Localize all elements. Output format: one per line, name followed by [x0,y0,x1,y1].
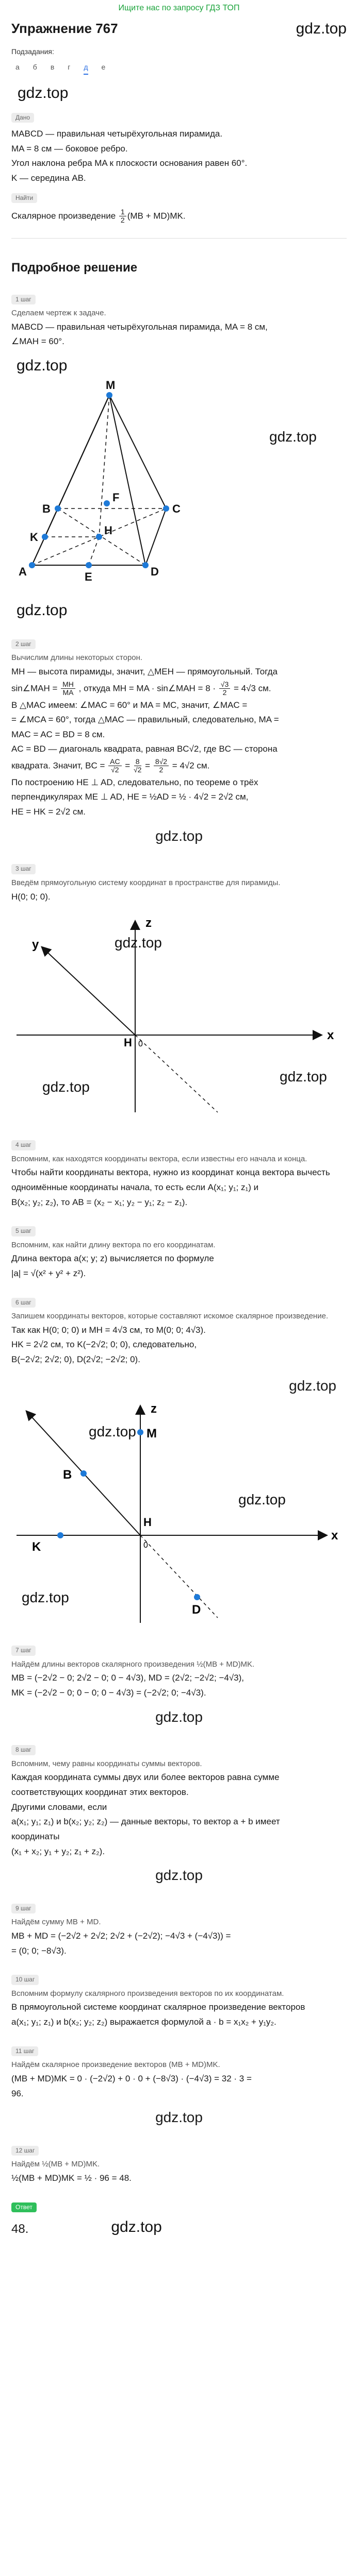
watermark: gdz.top [111,2218,162,2235]
fraction: $\frac{8√2}{2}$ [154,758,169,774]
given-tag: Дано [11,113,34,123]
step-line: координаты [11,1832,60,1841]
answer-value: 48. [11,2222,29,2236]
step-line: ∠MAH = 60°. [11,336,64,347]
step-text: = 4√2 см. [170,760,210,771]
step-line: a(x₁; y₁; z₁) и b(x₂; y₂; z₂) выражается формулой a · b = x₁x₂ + y₁y₂. [11,2017,276,2027]
step-line: HE = HK = 2√2 см. [11,807,86,817]
coordinates-figure [11,1401,347,1628]
step-line: MB = (−2√2 − 0; 2√2 − 0; 0 − 4√3), MD = (2√2; −2√2; −4√3), [11,1673,244,1683]
step-intro: Вычислим длины некоторых сторон. [11,653,143,663]
find-expression: (MB + MD)MK. [127,211,186,221]
subtab-d[interactable]: д [84,62,88,75]
half-fraction: $\frac{1}{2}$ [119,208,126,225]
step-8 [11,1739,347,1858]
step-tag: 7 шаг [11,1646,36,1655]
watermark: gdz.top [238,1492,286,1508]
axis-label-h: H [124,1036,132,1049]
given-line: K — середина AB. [11,173,86,183]
subparagraphs-label: Подзадания: [11,47,54,56]
find-line [11,208,347,225]
step-6 [11,1292,347,1366]
step-line: Каждая координата суммы двух или более векторов равна сумме [11,1772,280,1783]
axis-label-y: y [32,938,39,952]
step-intro: Вспомним, как найти длину вектора по его координатам. [11,1240,216,1249]
coord-label-d: D [192,1603,201,1617]
step-tag: 12 шаг [11,2146,39,2156]
step-line: B(−2√2; 2√2; 0), D(2√2; −2√2; 0). [11,1354,140,1365]
pyramid-label-a: A [19,565,27,579]
subtab-b[interactable]: б [32,62,37,71]
step-line: = ∠MCA = 60°, тогда △MAC — правильный, следовательно, MA = [11,715,279,725]
step-line: По построению HE ⊥ AD, следовательно, по теореме о трёх [11,777,258,787]
find-text: Скалярное произведение [11,211,118,221]
subtab-e[interactable]: е [101,62,106,71]
step-tag: 9 шаг [11,1904,36,1913]
step-intro: Найдём сумму MB + MD. [11,1918,101,1927]
coordinates-drawing [11,1401,347,1628]
step-tag: 11 шаг [11,2046,38,2056]
step-line: Чтобы найти координаты вектора, нужно из координат конца вектора вычесть [11,1167,330,1178]
step-intro: Запишем координаты векторов, которые составляют искомое скалярное произведение. [11,1312,329,1321]
step-line: (MB + MD)MK = 0 · (−2√2) + 0 · 0 + (−8√3) · (−4√3) = 32 · 3 = [11,2073,252,2083]
step-intro: Найдём скалярное произведение векторов (MB + MD)MK. [11,2060,220,2070]
step-line: одноимённые координаты начала, то есть если A(x₁; y₁; z₁) и [11,1182,259,1192]
subtab-v[interactable]: в [50,62,55,71]
pyramid-label-k: K [30,531,38,544]
detailed-title: Подробное решение [11,260,138,275]
step-line [11,681,347,697]
find-tag: Найти [11,193,37,203]
step-tag: 4 шаг [11,1140,36,1150]
step-line: B(x₂; y₂; z₂), то AB = (x₂ − x₁; y₂ − y₁; z₂ − z₁). [11,1197,188,1207]
axis-label-x: x [327,1028,334,1043]
step-line: В прямоугольной системе координат скалярное произведение векторов [11,2002,305,2012]
watermark: gdz.top [115,935,162,951]
step-line: Так как H(0; 0; 0) и MH = 4√3 см, то M(0; 0; 4√3). [11,1325,206,1335]
coord-label-m: M [147,1427,157,1441]
answer-row [11,2215,347,2239]
pyramid-label-e: E [85,570,92,584]
step-line: AC = BD — диагональ квадрата, равная BC√2, где BC — сторона [11,744,278,754]
given-line: MA = 8 см — боковое ребро. [11,143,128,154]
step-5 [11,1220,347,1280]
coord-label-z: z [151,1402,157,1416]
step-line: ½(MB + MD)MK = ½ · 96 = 48. [11,2173,132,2183]
coord-label-k: K [32,1540,41,1554]
axis-label-z: z [145,916,152,930]
pyramid-label-m: M [106,380,116,392]
step-intro: Вспомним формулу скалярного произведения векторов по их координатам. [11,1989,284,1998]
watermark: gdz.top [42,1079,90,1095]
pyramid-label-h: H [104,524,112,537]
watermark: gdz.top [289,1377,336,1394]
exercise-title: Упражнение 767 [11,20,118,36]
coord-label-x: x [331,1529,338,1543]
pyramid-label-c: C [172,502,181,516]
step-2 [11,633,347,819]
axes-drawing [11,906,347,1123]
watermark: gdz.top [269,429,317,445]
top-banner[interactable]: Ищите нас по запросу ГДЗ ТОП [118,4,240,12]
answer-block [11,2196,347,2239]
pyramid-figure [11,380,347,596]
step-7 [11,1639,347,1699]
subtab-g[interactable]: г [68,62,71,71]
watermark: gdz.top [280,1069,327,1085]
fraction: $\frac{AC}{√2}$ [108,758,121,774]
step-text: = 4√3 см. [231,683,271,693]
step-1 [11,289,347,348]
step-line: MK = (−2√2 − 0; 0 − 0; 0 − 4√3) = (−2√2; 0; −4√3). [11,1688,206,1698]
fraction: $\frac{√3}{2}$ [219,681,230,697]
watermark: gdz.top [17,357,68,374]
step-text: sin∠MAH = [11,683,60,693]
step-line: квадрата. Значит, BC = $\frac{AC}{√2}$ = $\frac{8}{√2}$ = $\frac{8√2}{2}$ = 4√2 см. [11,757,210,774]
step-line: MAC = AC = BD = 8 см. [11,729,105,739]
step-line: MB + MD = (−2√2 + 2√2; 2√2 + (−2√2); −4√3 + (−4√3)) = [11,1931,231,1941]
step-tag: 8 шаг [11,1745,36,1755]
coord-label-b: B [63,1468,72,1482]
watermark: gdz.top [296,20,347,37]
fraction: $\frac{MH}{MA}$ [61,681,75,697]
given-line: MABCD — правильная четырёхугольная пирамида. [11,128,223,139]
step-tag: 10 шаг [11,1975,39,1985]
step-line: HK = 2√2 см, то K(−2√2; 0; 0), следовательно, [11,1340,197,1350]
pyramid-drawing [11,380,347,596]
axes-figure [11,906,347,1123]
answer-tag: Ответ [11,2202,37,2212]
watermark: gdz.top [155,2109,203,2126]
step-12 [11,2140,347,2185]
watermark: gdz.top [18,84,69,102]
step-line: (x₁ + x₂; y₁ + y₂; z₁ + z₂). [11,1846,105,1856]
step-tag: 3 шаг [11,864,36,874]
watermark: gdz.top [155,1867,203,1884]
pyramid-label-d: D [151,565,159,579]
step-line: В △MAC имеем: ∠MAC = 60° и MA = MC, значит, ∠MAC = [11,700,248,710]
step-tag: 1 шаг [11,295,36,304]
pyramid-label-b: B [42,502,51,516]
watermark: gdz.top [22,1589,69,1606]
divider [11,238,347,239]
step-line: |a| = √(x² + y² + z²). [11,1268,86,1278]
step-10 [11,1969,347,2028]
step-tag: 5 шаг [11,1226,36,1236]
step-intro: Найдём ½(MB + MD)MK. [11,2160,100,2169]
step-line: a(x₁; y₁; z₁) и b(x₂; y₂; z₂) — данные векторы, то вектор a + b имеет [11,1817,280,1827]
step-intro: Введём прямоугольную систему координат в пространстве для пирамиды. [11,878,281,887]
step-line: = (0; 0; −8√3). [11,1945,67,1956]
axis-label-origin: 0 [138,1040,143,1049]
given-line: Угол наклона ребра MA к плоскости основания равен 60°. [11,158,248,168]
subtab-a[interactable]: а [15,62,20,71]
fraction: $\frac{8}{√2}$ [133,757,142,774]
step-text: квадрата. Значит, BC = [11,760,108,771]
step-9 [11,1897,347,1957]
step-intro: Найдём длины векторов скалярного произведения ½(MB + MD)MK. [11,1659,255,1669]
watermark: gdz.top [155,827,203,844]
header [11,18,347,40]
step-tag: 2 шаг [11,639,36,649]
step-intro: Вспомним, как находятся координаты вектора, если известны его начала и конца. [11,1154,307,1163]
step-line: перпендикулярах ME ⊥ AD, HE = ½AD = ½ · 4√2 = 2√2 см, [11,792,249,802]
subtabs [15,62,347,75]
step-line: MH — высота пирамиды, значит, △MEH — прямоугольный. Тогда [11,667,278,677]
step-tag: 6 шаг [11,1298,36,1308]
watermark: gdz.top [17,602,68,619]
coord-label-h: H [143,1516,152,1529]
pyramid-label-f: F [112,491,120,504]
step-line: Другими словами, если [11,1802,107,1812]
watermark: gdz.top [89,1423,136,1440]
step-intro: Вспомним, чему равны координаты суммы векторов. [11,1759,202,1768]
step-3 [11,858,347,903]
step-line: 96. [11,2088,24,2098]
step-line: H(0; 0; 0). [11,891,51,902]
coord-label-origin: 0 [143,1541,148,1550]
step-line: соответствующих координат этих векторов. [11,1787,189,1798]
step-11 [11,2040,347,2100]
step-intro: Сделаем чертеж к задаче. [11,308,106,317]
step-text: , откуда MH = MA · sin∠MAH = 8 · [76,683,218,693]
step-line: MABCD — правильная четырёхугольная пирамида, MA = 8 см, [11,321,268,332]
step-4 [11,1134,347,1209]
watermark: gdz.top [155,1708,203,1725]
step-line: Длина вектора a(x; y; z) вычисляется по формуле [11,1253,214,1264]
